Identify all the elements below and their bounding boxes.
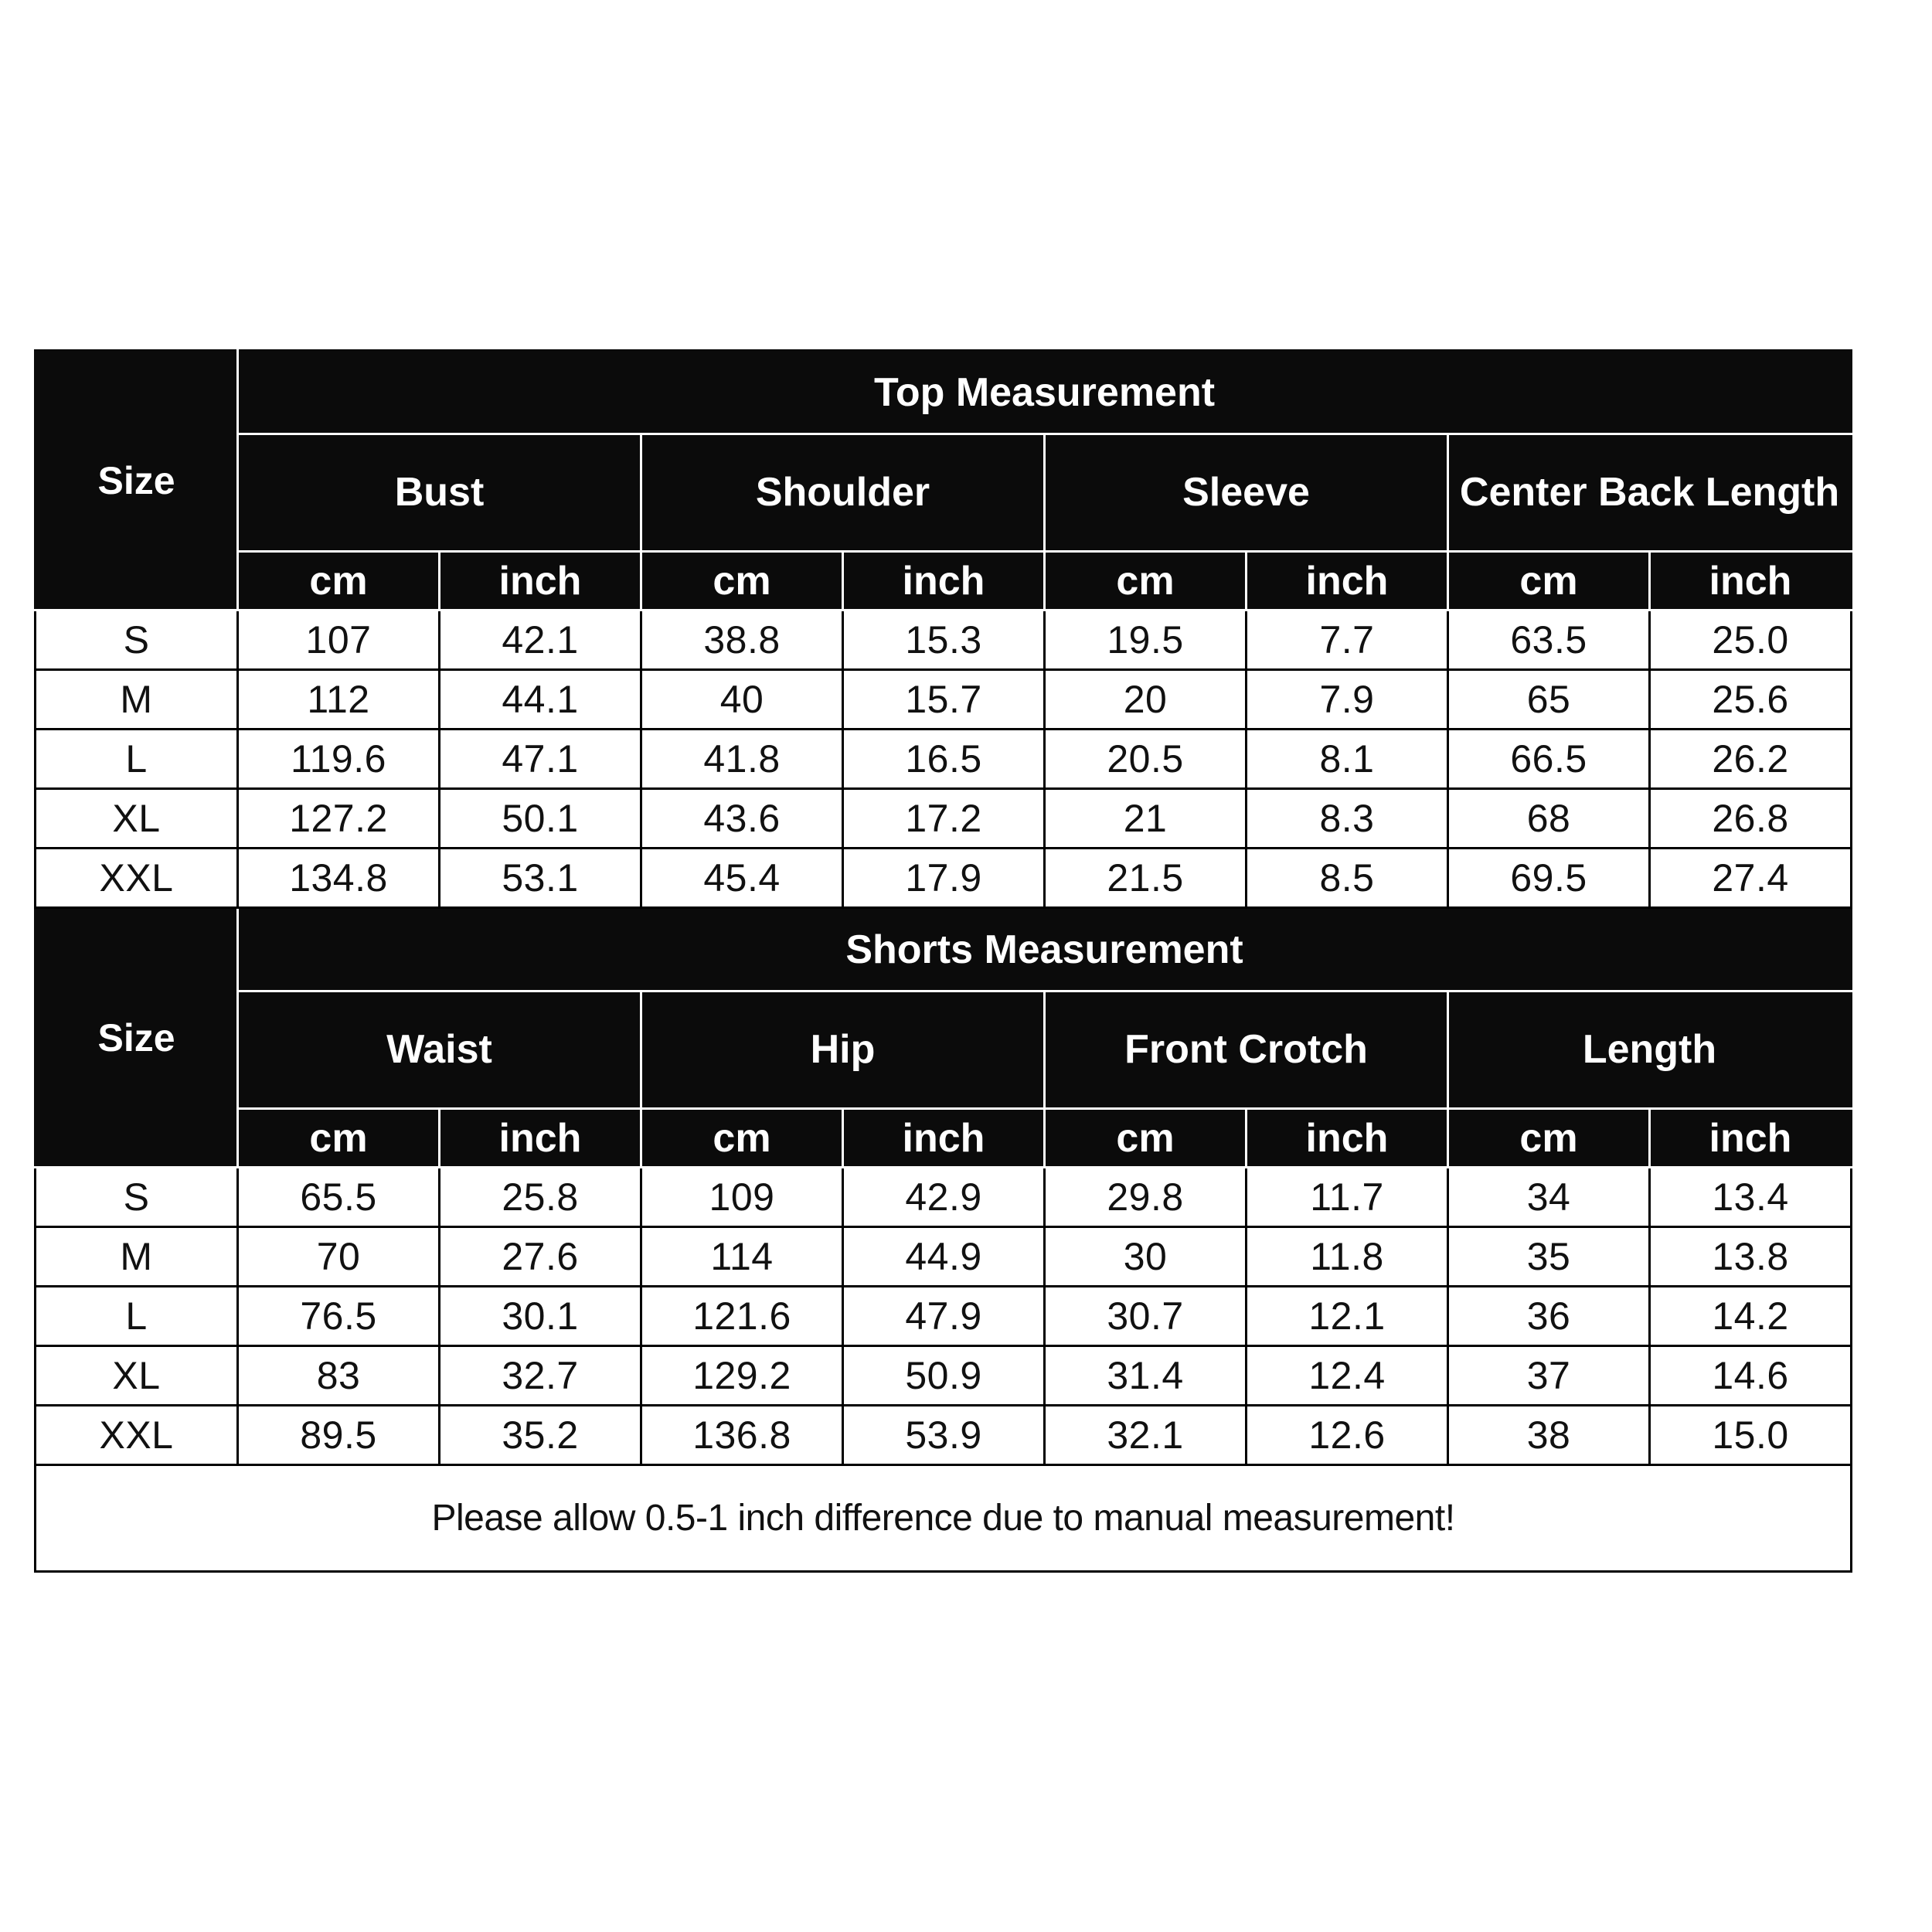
top-bust-inch-cell: 47.1 — [440, 730, 641, 789]
measurement-note: Please allow 0.5-1 inch difference due to manual measurement! — [36, 1465, 1852, 1572]
shorts-size-cell: XL — [36, 1346, 238, 1406]
shorts-length-inch-cell: 13.8 — [1650, 1227, 1852, 1287]
shorts-front-crotch-cm-cell: 30 — [1045, 1227, 1247, 1287]
shorts-unit-row — [36, 1109, 1852, 1168]
note-row — [36, 1465, 1852, 1572]
top-sleeve-cm-header: cm — [1045, 552, 1247, 611]
top-sleeve-cm-cell: 21.5 — [1045, 849, 1247, 908]
shorts-title-row — [36, 908, 1852, 992]
shorts-length-inch-cell: 13.4 — [1650, 1168, 1852, 1227]
top-row-xl — [36, 789, 1852, 849]
shorts-front-crotch-inch-cell: 11.7 — [1247, 1168, 1448, 1227]
top-sleeve-cm-cell: 19.5 — [1045, 611, 1247, 670]
shorts-size-cell: M — [36, 1227, 238, 1287]
top-bust-cm-cell: 112 — [238, 670, 440, 730]
top-shoulder-inch-cell: 16.5 — [843, 730, 1045, 789]
shorts-hip-inch-cell: 44.9 — [843, 1227, 1045, 1287]
top-bust-inch-cell: 50.1 — [440, 789, 641, 849]
shorts-size-header: Size — [36, 908, 238, 1168]
top-sleeve-inch-cell: 8.5 — [1247, 849, 1448, 908]
shorts-group-row — [36, 992, 1852, 1109]
shorts-hip-cm-cell: 129.2 — [641, 1346, 843, 1406]
shorts-row-m — [36, 1227, 1852, 1287]
shorts-hip-inch-cell: 50.9 — [843, 1346, 1045, 1406]
top-bust-inch-cell: 53.1 — [440, 849, 641, 908]
shorts-size-cell: L — [36, 1287, 238, 1346]
top-row-m — [36, 670, 1852, 730]
top-bust-cm-header: cm — [238, 552, 440, 611]
shorts-waist-inch-header: inch — [440, 1109, 641, 1168]
top-shoulder-cm-cell: 40 — [641, 670, 843, 730]
top-shoulder-cm-cell: 45.4 — [641, 849, 843, 908]
top-center-back-length-cm-cell: 65 — [1448, 670, 1650, 730]
shorts-front-crotch-cm-cell: 32.1 — [1045, 1406, 1247, 1465]
shorts-waist-cm-cell: 70 — [238, 1227, 440, 1287]
shorts-group-front-crotch: Front Crotch — [1045, 992, 1448, 1109]
shorts-hip-inch-cell: 42.9 — [843, 1168, 1045, 1227]
shorts-waist-cm-cell: 89.5 — [238, 1406, 440, 1465]
shorts-front-crotch-inch-cell: 12.1 — [1247, 1287, 1448, 1346]
top-center-back-length-cm-cell: 66.5 — [1448, 730, 1650, 789]
top-size-cell: XXL — [36, 849, 238, 908]
top-center-back-length-inch-cell: 27.4 — [1650, 849, 1852, 908]
top-bust-inch-header: inch — [440, 552, 641, 611]
shorts-hip-inch-cell: 47.9 — [843, 1287, 1045, 1346]
shorts-hip-cm-cell: 121.6 — [641, 1287, 843, 1346]
top-unit-row — [36, 552, 1852, 611]
top-shoulder-cm-cell: 41.8 — [641, 730, 843, 789]
shorts-measurement-title: Shorts Measurement — [238, 908, 1852, 992]
top-shoulder-inch-header: inch — [843, 552, 1045, 611]
top-sleeve-inch-cell: 8.3 — [1247, 789, 1448, 849]
top-shoulder-inch-cell: 15.3 — [843, 611, 1045, 670]
size-chart-body — [36, 351, 1852, 1572]
shorts-waist-inch-cell: 32.7 — [440, 1346, 641, 1406]
shorts-size-cell: XXL — [36, 1406, 238, 1465]
top-size-cell: XL — [36, 789, 238, 849]
shorts-row-l — [36, 1287, 1852, 1346]
shorts-hip-cm-header: cm — [641, 1109, 843, 1168]
size-chart-table — [34, 349, 1852, 1573]
top-measurement-title: Top Measurement — [238, 351, 1852, 434]
shorts-front-crotch-cm-cell: 31.4 — [1045, 1346, 1247, 1406]
shorts-waist-cm-header: cm — [238, 1109, 440, 1168]
shorts-front-crotch-cm-header: cm — [1045, 1109, 1247, 1168]
top-row-xxl — [36, 849, 1852, 908]
top-center-back-length-inch-cell: 26.2 — [1650, 730, 1852, 789]
top-group-bust: Bust — [238, 434, 641, 552]
shorts-length-inch-cell: 14.2 — [1650, 1287, 1852, 1346]
top-center-back-length-inch-cell: 26.8 — [1650, 789, 1852, 849]
shorts-group-hip: Hip — [641, 992, 1045, 1109]
shorts-waist-cm-cell: 65.5 — [238, 1168, 440, 1227]
top-bust-cm-cell: 127.2 — [238, 789, 440, 849]
shorts-waist-cm-cell: 83 — [238, 1346, 440, 1406]
shorts-length-inch-cell: 14.6 — [1650, 1346, 1852, 1406]
top-shoulder-inch-cell: 15.7 — [843, 670, 1045, 730]
shorts-front-crotch-cm-cell: 30.7 — [1045, 1287, 1247, 1346]
top-bust-inch-cell: 42.1 — [440, 611, 641, 670]
top-size-cell: S — [36, 611, 238, 670]
shorts-hip-inch-header: inch — [843, 1109, 1045, 1168]
shorts-hip-cm-cell: 136.8 — [641, 1406, 843, 1465]
shorts-length-cm-header: cm — [1448, 1109, 1650, 1168]
shorts-hip-inch-cell: 53.9 — [843, 1406, 1045, 1465]
top-sleeve-inch-cell: 8.1 — [1247, 730, 1448, 789]
top-sleeve-inch-header: inch — [1247, 552, 1448, 611]
shorts-group-waist: Waist — [238, 992, 641, 1109]
top-shoulder-cm-cell: 43.6 — [641, 789, 843, 849]
top-sleeve-cm-cell: 20.5 — [1045, 730, 1247, 789]
top-sleeve-cm-cell: 20 — [1045, 670, 1247, 730]
shorts-group-length: Length — [1448, 992, 1852, 1109]
top-shoulder-cm-cell: 38.8 — [641, 611, 843, 670]
top-group-shoulder: Shoulder — [641, 434, 1045, 552]
shorts-front-crotch-cm-cell: 29.8 — [1045, 1168, 1247, 1227]
shorts-length-cm-cell: 37 — [1448, 1346, 1650, 1406]
shorts-front-crotch-inch-cell: 12.4 — [1247, 1346, 1448, 1406]
shorts-front-crotch-inch-cell: 12.6 — [1247, 1406, 1448, 1465]
shorts-waist-inch-cell: 35.2 — [440, 1406, 641, 1465]
shorts-waist-cm-cell: 76.5 — [238, 1287, 440, 1346]
top-bust-cm-cell: 107 — [238, 611, 440, 670]
top-bust-cm-cell: 134.8 — [238, 849, 440, 908]
top-center-back-length-inch-cell: 25.0 — [1650, 611, 1852, 670]
top-size-cell: M — [36, 670, 238, 730]
top-center-back-length-cm-cell: 69.5 — [1448, 849, 1650, 908]
top-group-sleeve: Sleeve — [1045, 434, 1448, 552]
shorts-length-cm-cell: 34 — [1448, 1168, 1650, 1227]
top-title-row — [36, 351, 1852, 434]
shorts-waist-inch-cell: 27.6 — [440, 1227, 641, 1287]
shorts-row-xl — [36, 1346, 1852, 1406]
top-shoulder-inch-cell: 17.9 — [843, 849, 1045, 908]
top-group-row — [36, 434, 1852, 552]
shorts-size-cell: S — [36, 1168, 238, 1227]
shorts-front-crotch-inch-cell: 11.8 — [1247, 1227, 1448, 1287]
top-sleeve-inch-cell: 7.9 — [1247, 670, 1448, 730]
shorts-length-inch-header: inch — [1650, 1109, 1852, 1168]
top-shoulder-inch-cell: 17.2 — [843, 789, 1045, 849]
shorts-waist-inch-cell: 30.1 — [440, 1287, 641, 1346]
top-bust-inch-cell: 44.1 — [440, 670, 641, 730]
top-center-back-length-cm-header: cm — [1448, 552, 1650, 611]
top-shoulder-cm-header: cm — [641, 552, 843, 611]
top-size-header: Size — [36, 351, 238, 611]
top-row-l — [36, 730, 1852, 789]
top-center-back-length-inch-cell: 25.6 — [1650, 670, 1852, 730]
top-group-center-back-length: Center Back Length — [1448, 434, 1852, 552]
top-bust-cm-cell: 119.6 — [238, 730, 440, 789]
shorts-waist-inch-cell: 25.8 — [440, 1168, 641, 1227]
shorts-length-cm-cell: 38 — [1448, 1406, 1650, 1465]
top-size-cell: L — [36, 730, 238, 789]
top-sleeve-inch-cell: 7.7 — [1247, 611, 1448, 670]
shorts-length-inch-cell: 15.0 — [1650, 1406, 1852, 1465]
shorts-row-xxl — [36, 1406, 1852, 1465]
shorts-hip-cm-cell: 109 — [641, 1168, 843, 1227]
top-center-back-length-inch-header: inch — [1650, 552, 1852, 611]
top-row-s — [36, 611, 1852, 670]
shorts-hip-cm-cell: 114 — [641, 1227, 843, 1287]
shorts-length-cm-cell: 35 — [1448, 1227, 1650, 1287]
shorts-row-s — [36, 1168, 1852, 1227]
shorts-front-crotch-inch-header: inch — [1247, 1109, 1448, 1168]
top-sleeve-cm-cell: 21 — [1045, 789, 1247, 849]
top-center-back-length-cm-cell: 68 — [1448, 789, 1650, 849]
top-center-back-length-cm-cell: 63.5 — [1448, 611, 1650, 670]
shorts-length-cm-cell: 36 — [1448, 1287, 1650, 1346]
